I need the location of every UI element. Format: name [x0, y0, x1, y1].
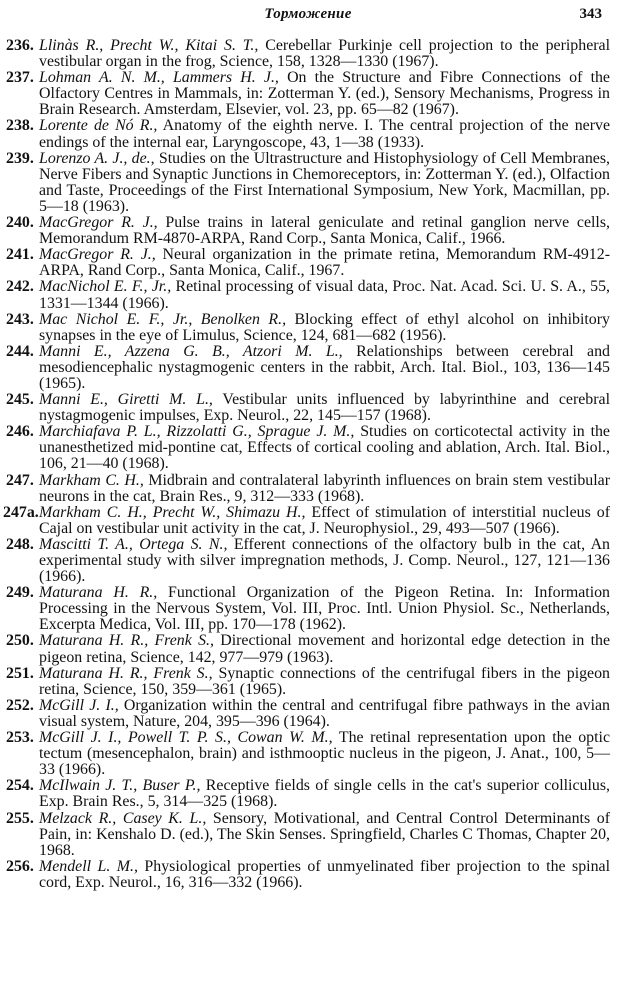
reference-item: [6, 585, 610, 633]
reference-authors: Marchiafava P. L., Rizzolatti G., Sprague J. M.,: [39, 423, 355, 441]
reference-item: [6, 730, 610, 778]
reference-authors: MacGregor R. J.,: [39, 214, 158, 232]
reference-text: Anatomy of the eighth nerve. I. The central projection of the nerve endings of the internal ear, Laryngoscope, 43, 1—38 (1933).: [39, 117, 610, 151]
reference-item: [6, 38, 610, 70]
reference-number: 241.: [6, 246, 34, 264]
reference-item: [6, 537, 610, 585]
reference-item: [6, 312, 610, 344]
reference-text: The retinal representation upon the optic tectum (mesencephalon, brain) and isthmooptic nucleus in the pigeon, J. Anat., 100, 5—33 (1966).: [39, 729, 610, 779]
reference-item: [6, 151, 610, 215]
reference-text: Sensory, Motivational, and Central Control Determinants of Pain, in: Kenshalo D. (ed.), The Skin Senses. Springfield, Charles C Thomas, Chapter 20, 1968.: [39, 809, 611, 859]
reference-text: Organization within the central and centrifugal fibre pathways in the avian visual system, Nature, 204, 395—396 (1964).: [39, 696, 610, 730]
reference-item: [6, 247, 610, 279]
reference-number: 236.: [6, 37, 34, 54]
reference-text: Retinal processing of visual data, Proc. Nat. Acad. Sci. U. S. A., 55, 1331—1344 (1966).: [39, 278, 611, 312]
reference-authors: Mascitti T. A., Ortega S. N.,: [39, 535, 228, 553]
reference-authors: Lorente de Nó R.,: [39, 117, 158, 135]
reference-text: Pulse trains in lateral geniculate and retinal ganglion nerve cells, Memorandum RM-4870-ARPA, Rand Corp., Santa Monica, Calif., 1966.: [39, 214, 610, 248]
reference-authors: Lohman A. N. M., Lammers H. J.,: [39, 69, 279, 87]
reference-item: [6, 778, 610, 810]
reference-number: 247.: [6, 471, 34, 489]
reference-item: [6, 392, 610, 424]
reference-list: [3, 37, 611, 891]
reference-authors: Llinàs R., Precht W., Kitai S. T.,: [39, 37, 259, 54]
reference-authors: Maturana H. R.,: [39, 584, 158, 602]
reference-number: 249.: [6, 584, 34, 602]
reference-item: [6, 70, 610, 118]
reference-item: [6, 633, 610, 665]
reference-number: 247a.: [3, 503, 39, 521]
reference-item: [6, 811, 610, 859]
reference-authors: Markham C. H., Precht W., Shimazu H.,: [39, 503, 306, 521]
reference-authors: Markham C. H.,: [39, 471, 144, 489]
reference-number: 250.: [6, 632, 34, 650]
reference-number: 256.: [6, 857, 34, 875]
reference-text: Midbrain and contralateral labyrinth influences on brain stem vestibular neurons in the cat, Brain Res., 9, 312—333 (1968).: [39, 471, 610, 505]
reference-number: 254.: [6, 777, 34, 795]
reference-text: Studies on the Ultrastructure and Histophysiology of Cell Membranes, Nerve Fibers and Synaptic Junctions in Chemoreceptors, in: Zotterman Y. (ed.), Olfaction and Taste, Proceedings of the First International Symposium, New York, Macmillan, pp. 5—18 (1963).: [39, 149, 610, 215]
reference-item: [6, 698, 610, 730]
reference-item: [6, 859, 610, 891]
reference-item: [6, 344, 610, 392]
reference-number: 240.: [6, 214, 34, 232]
reference-number: 238.: [6, 117, 34, 135]
reference-text: Cerebellar Purkinje cell projection to the peripheral vestibular organ in the frog, Science, 158, 1328—1330 (1967).: [39, 37, 611, 71]
reference-authors: McGill J. I., Powell T. P. S., Cowan W. M.,: [39, 729, 333, 747]
reference-text: Directional movement and horizontal edge detection in the pigeon retina, Science, 142, 977—979 (1963).: [39, 632, 611, 666]
reference-authors: Maturana H. R., Frenk S.,: [39, 664, 213, 682]
page-header: [6, 2, 610, 38]
reference-number: 239.: [6, 149, 34, 167]
reference-text: Neural organization in the primate retina, Memorandum RM-4912-ARPA, Rand Corp., Santa Monica, Calif., 1967.: [39, 246, 610, 280]
reference-item: [3, 503, 610, 537]
reference-item: [6, 666, 610, 698]
reference-item: [6, 279, 610, 311]
reference-authors: Manni E., Azzena G. B., Atzori M. L.,: [39, 342, 343, 360]
reference-number: 255.: [6, 809, 34, 827]
reference-text: Efferent connections of the olfactory bulb in the cat, An experimental study with silver impregnation methods, J. Comp. Neurol., 127, 121—136 (1966).: [39, 535, 610, 586]
reference-text: Receptive fields of single cells in the cat's superior colliculus, Exp. Brain Res., 5, 314—325 (1968).: [39, 777, 610, 811]
reference-text: Effect of stimulation of interstitial nucleus of Cajal on vestibular unit activity in the cat, J. Neurophysiol., 29, 493—507 (1966).: [39, 503, 610, 537]
reference-text: Vestibular units influenced by labyrinthine and cerebral nystagmogenic impulses, Exp. Neurol., 22, 145—157 (1968).: [39, 391, 610, 425]
reference-number: 242.: [6, 278, 34, 296]
reference-text: Studies on corticotectal activity in the unanesthetized mid-pontine cat, Effects of cortical cooling and ablation, Arch. Ital. Biol., 106, 21—40 (1968).: [39, 423, 610, 473]
reference-item: [6, 424, 610, 472]
reference-item: [6, 118, 610, 150]
reference-authors: Mac Nichol E. F., Jr., Benolken R.,: [39, 310, 287, 328]
reference-authors: Lorenzo A. J., de.,: [39, 149, 155, 167]
reference-number: 251.: [6, 664, 34, 682]
reference-number: 248.: [6, 535, 34, 553]
reference-number: 253.: [6, 729, 34, 747]
page-number: 343: [579, 6, 602, 22]
reference-number: 246.: [6, 423, 34, 441]
reference-authors: Manni E., Giretti M. L.,: [39, 391, 213, 409]
reference-text: Blocking effect of ethyl alcohol on inhibitory synapses in the eye of Limulus, Science, 124, 681—682 (1956).: [39, 310, 610, 344]
reference-text: Synaptic connections of the centrifugal fibers in the pigeon retina, Science, 150, 359—361 (1965).: [39, 664, 610, 698]
reference-authors: Mendell L. M.,: [39, 857, 138, 875]
reference-number: 237.: [6, 69, 34, 87]
reference-authors: MacNichol E. F., Jr.,: [39, 278, 172, 296]
reference-number: 243.: [6, 310, 34, 328]
reference-text: On the Structure and Fibre Connections of the Olfactory Centres in Mammals, in: Zotterman Y. (ed.), Sensory Mechanisms, Progress in Brain Research. Amsterdam, Elsevier, vol. 23, pp. 65—82 (1967).: [39, 69, 610, 119]
reference-item: [6, 473, 610, 505]
reference-authors: McGill J. I.,: [39, 696, 119, 714]
reference-text: Relationships between cerebral and mesodiencephalic nystagmogenic centers in the rabbit, Arch. Ital. Biol., 103, 136—145 (1965).: [39, 342, 610, 392]
reference-text: Functional Organization of the Pigeon Retina. In: Information Processing in the Nervous System, Vol. III, Proc. Intl. Union Physiol. Sc., Netherlands, Excerpta Medica, Vol. III, pp. 170—178 (1962).: [39, 584, 610, 634]
reference-number: 252.: [6, 696, 34, 714]
reference-item: [6, 215, 610, 247]
reference-authors: McIlwain J. T., Buser P.,: [39, 777, 201, 795]
reference-authors: Maturana H. R., Frenk S.,: [39, 632, 214, 650]
reference-authors: MacGregor R. J.,: [39, 246, 156, 264]
reference-authors: Melzack R., Casey K. L.,: [39, 809, 207, 827]
running-title: Торможение: [264, 6, 352, 22]
reference-number: 245.: [6, 391, 34, 409]
reference-number: 244.: [6, 342, 34, 360]
reference-text: Physiological properties of unmyelinated fiber projection to the spinal cord, Exp. Neurol., 16, 316—332 (1966).: [39, 857, 610, 891]
